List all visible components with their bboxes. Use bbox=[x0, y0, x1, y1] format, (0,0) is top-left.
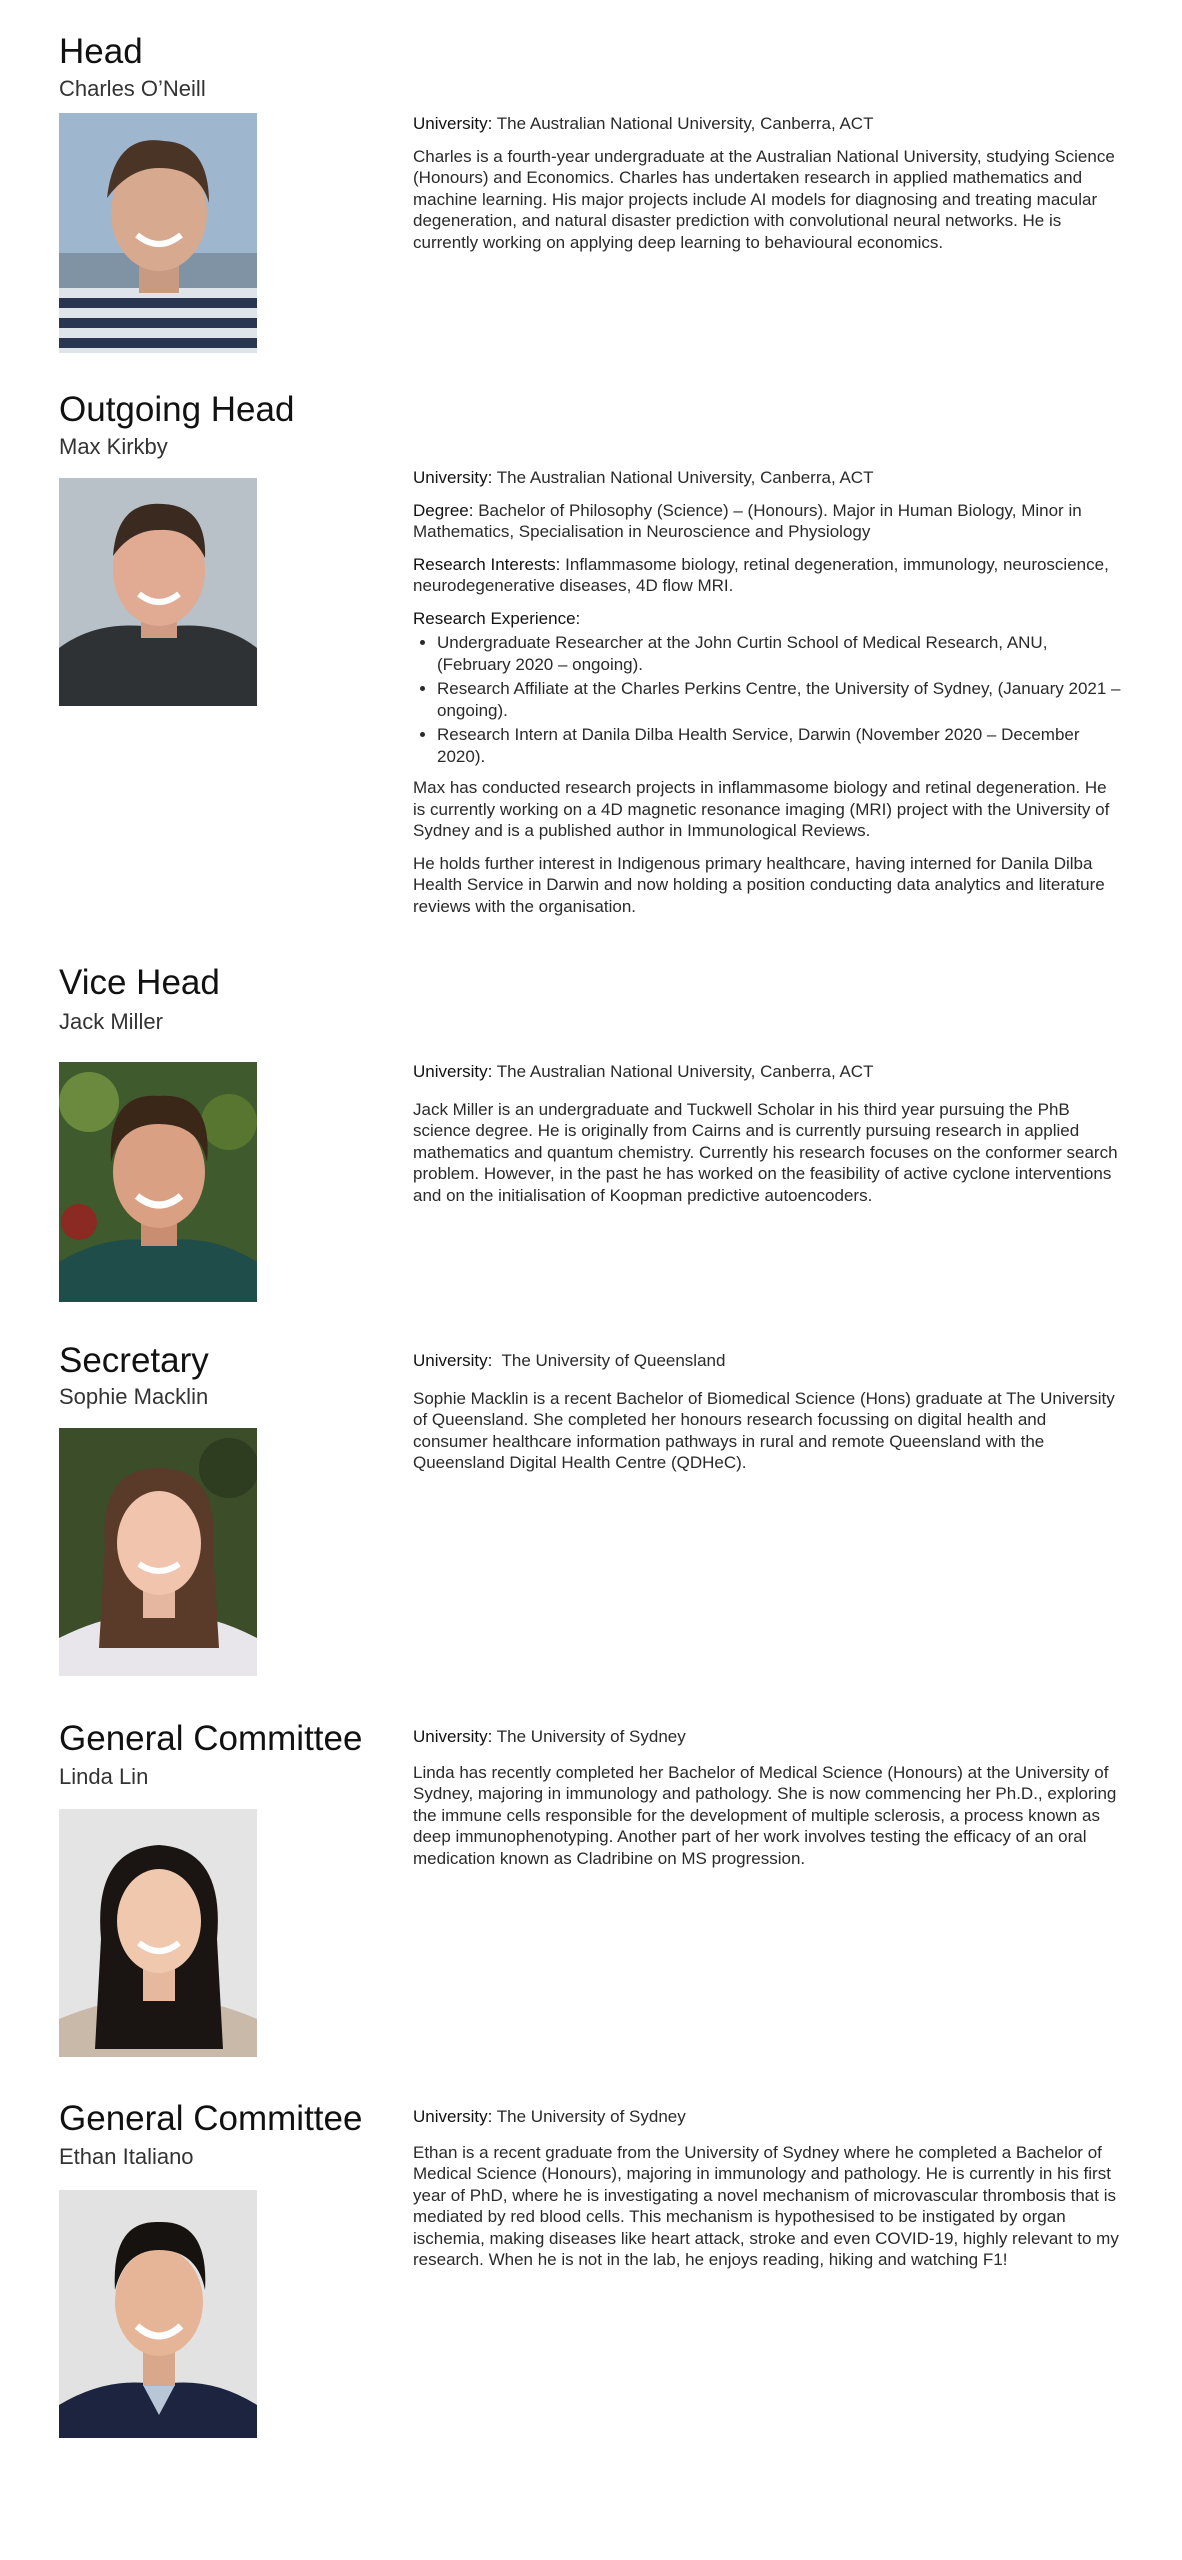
university-value: The Australian National University, Canberra, ACT bbox=[496, 114, 874, 133]
member-role: Secretary bbox=[59, 1341, 209, 1380]
member-photo bbox=[59, 1428, 257, 1676]
degree-value: Bachelor of Philosophy (Science) – (Honours). Major in Human Biology, Minor in Mathematics, Specialisation in Neuroscience and Physiology bbox=[413, 500, 1082, 541]
member-bio: Ethan is a recent graduate from the University of Sydney where he completed a Bachelor of Medical Science (Honours), majoring in immunology and pathology. He is currently in his first year of PhD, where he is investigating a novel mechanism of microvascular thrombosis that is mediated by red blood cells. This mechanism is hypothesised to be instigated by organ ischemia, making diseases like heart attack, stroke and even COVID-19, highly relevant to my research. When he is not in the lab, he enjoys reading, hiking and watching F1! bbox=[413, 2142, 1119, 2269]
university-label: University: bbox=[413, 114, 493, 133]
member-name: Linda Lin bbox=[59, 1764, 149, 1789]
experience-label: Research Experience: bbox=[413, 608, 581, 628]
degree-label: Degree: bbox=[413, 500, 474, 520]
member-role: Vice Head bbox=[59, 963, 220, 1002]
member-bio: Sophie Macklin is a recent Bachelor of Biomedical Science (Hons) graduate at The University of Queensland. She completed her honours research focussing on digital health and consumer healthcare information pathways in rural and remote Queensland with the Queensland Digital Health Centre (QDHeC). bbox=[413, 1388, 1115, 1472]
university-label: University: bbox=[413, 1062, 493, 1081]
member-name: Max Kirkby bbox=[59, 434, 168, 459]
university-value: The Australian National University, Canberra, ACT bbox=[496, 1062, 874, 1081]
member-photo bbox=[59, 113, 257, 353]
member-name: Jack Miller bbox=[59, 1009, 163, 1034]
university-label: University: bbox=[413, 2107, 493, 2126]
experience-item: • Research Intern at Danila Dilba Health Service, Darwin (November 2020 – December 2020). bbox=[437, 724, 1123, 767]
university-label: University: bbox=[413, 1727, 493, 1746]
member-info bbox=[413, 113, 1123, 264]
member-bio-extra: He holds further interest in Indigenous primary healthcare, having interned for Danila Dilba Health Service in Darwin and now holding a position conducting data analytics and literature reviews with the organisation. bbox=[413, 853, 1105, 916]
experience-item: • Research Affiliate at the Charles Perkins Centre, the University of Sydney, (January 2021 – ongoing). bbox=[437, 678, 1123, 721]
member-name: Sophie Macklin bbox=[59, 1384, 209, 1409]
university-value: The University of Sydney bbox=[496, 2107, 686, 2126]
member-photo bbox=[59, 478, 257, 706]
member-info bbox=[413, 1350, 1123, 1485]
member-info bbox=[413, 467, 1123, 928]
member-bio: Jack Miller is an undergraduate and Tuckwell Scholar in his third year pursuing the PhB science degree. He is originally from Cairns and is currently pursuing research in applied mathematics and quantum chemistry. Currently his research focuses on the conformer search problem. However, in the past he has worked on the feasibility of active cyclone interventions and on the initialisation of Koopman predictive autoencoders. bbox=[413, 1099, 1118, 1205]
member-info bbox=[413, 1061, 1123, 1217]
member-photo bbox=[59, 1809, 257, 2057]
university-label: University: bbox=[413, 468, 493, 487]
interests-label: Research Interests: bbox=[413, 554, 561, 574]
member-info bbox=[413, 2106, 1123, 2282]
member-bio: Charles is a fourth-year undergraduate at the Australian National University, studying Science (Honours) and Economics. Charles has undertaken research in applied mathematics and machine learning. His major projects include AI models for diagnosing and treating macular degeneration, and natural disaster prediction with convolutional neural networks. He is currently working on applying deep learning to behavioural economics. bbox=[413, 146, 1115, 252]
member-role: General Committee bbox=[59, 2099, 363, 2138]
university-label: University: bbox=[413, 1351, 493, 1370]
member-name: Ethan Italiano bbox=[59, 2144, 194, 2169]
member-role: General Committee bbox=[59, 1719, 363, 1758]
experience-item: • Undergraduate Researcher at the John Curtin School of Medical Research, ANU, (February 2020 – ongoing). bbox=[437, 632, 1123, 675]
university-value: The University of Sydney bbox=[496, 1727, 686, 1746]
member-bio: Max has conducted research projects in inflammasome biology and retinal degeneration. He is currently working on a 4D magnetic resonance imaging (MRI) project with the University of Sydney and is a published author in Immunological Reviews. bbox=[413, 778, 1110, 840]
university-value: The University of Queensland bbox=[501, 1351, 726, 1370]
experience-list bbox=[413, 632, 1123, 767]
member-info bbox=[413, 1726, 1123, 1880]
member-photo bbox=[59, 1062, 257, 1302]
member-role: Outgoing Head bbox=[59, 390, 295, 429]
interests-value: Inflammasome biology, retinal degeneration, immunology, neuroscience, neurodegenerative diseases, 4D flow MRI. bbox=[413, 554, 1109, 595]
member-bio: Linda has recently completed her Bachelor of Medical Science (Honours) at the University of Sydney, majoring in immunology and pathology. She is now commencing her Ph.D., exploring the immune cells responsible for the development of multiple sclerosis, a process known as deep immunophenotyping. Another part of her work involves testing the efficacy of an oral medication known as Cladribine on MS progression. bbox=[413, 1762, 1117, 1868]
member-name: Charles O’Neill bbox=[59, 76, 206, 101]
member-photo bbox=[59, 2190, 257, 2438]
member-role: Head bbox=[59, 32, 143, 71]
university-value: The Australian National University, Canberra, ACT bbox=[496, 468, 874, 487]
